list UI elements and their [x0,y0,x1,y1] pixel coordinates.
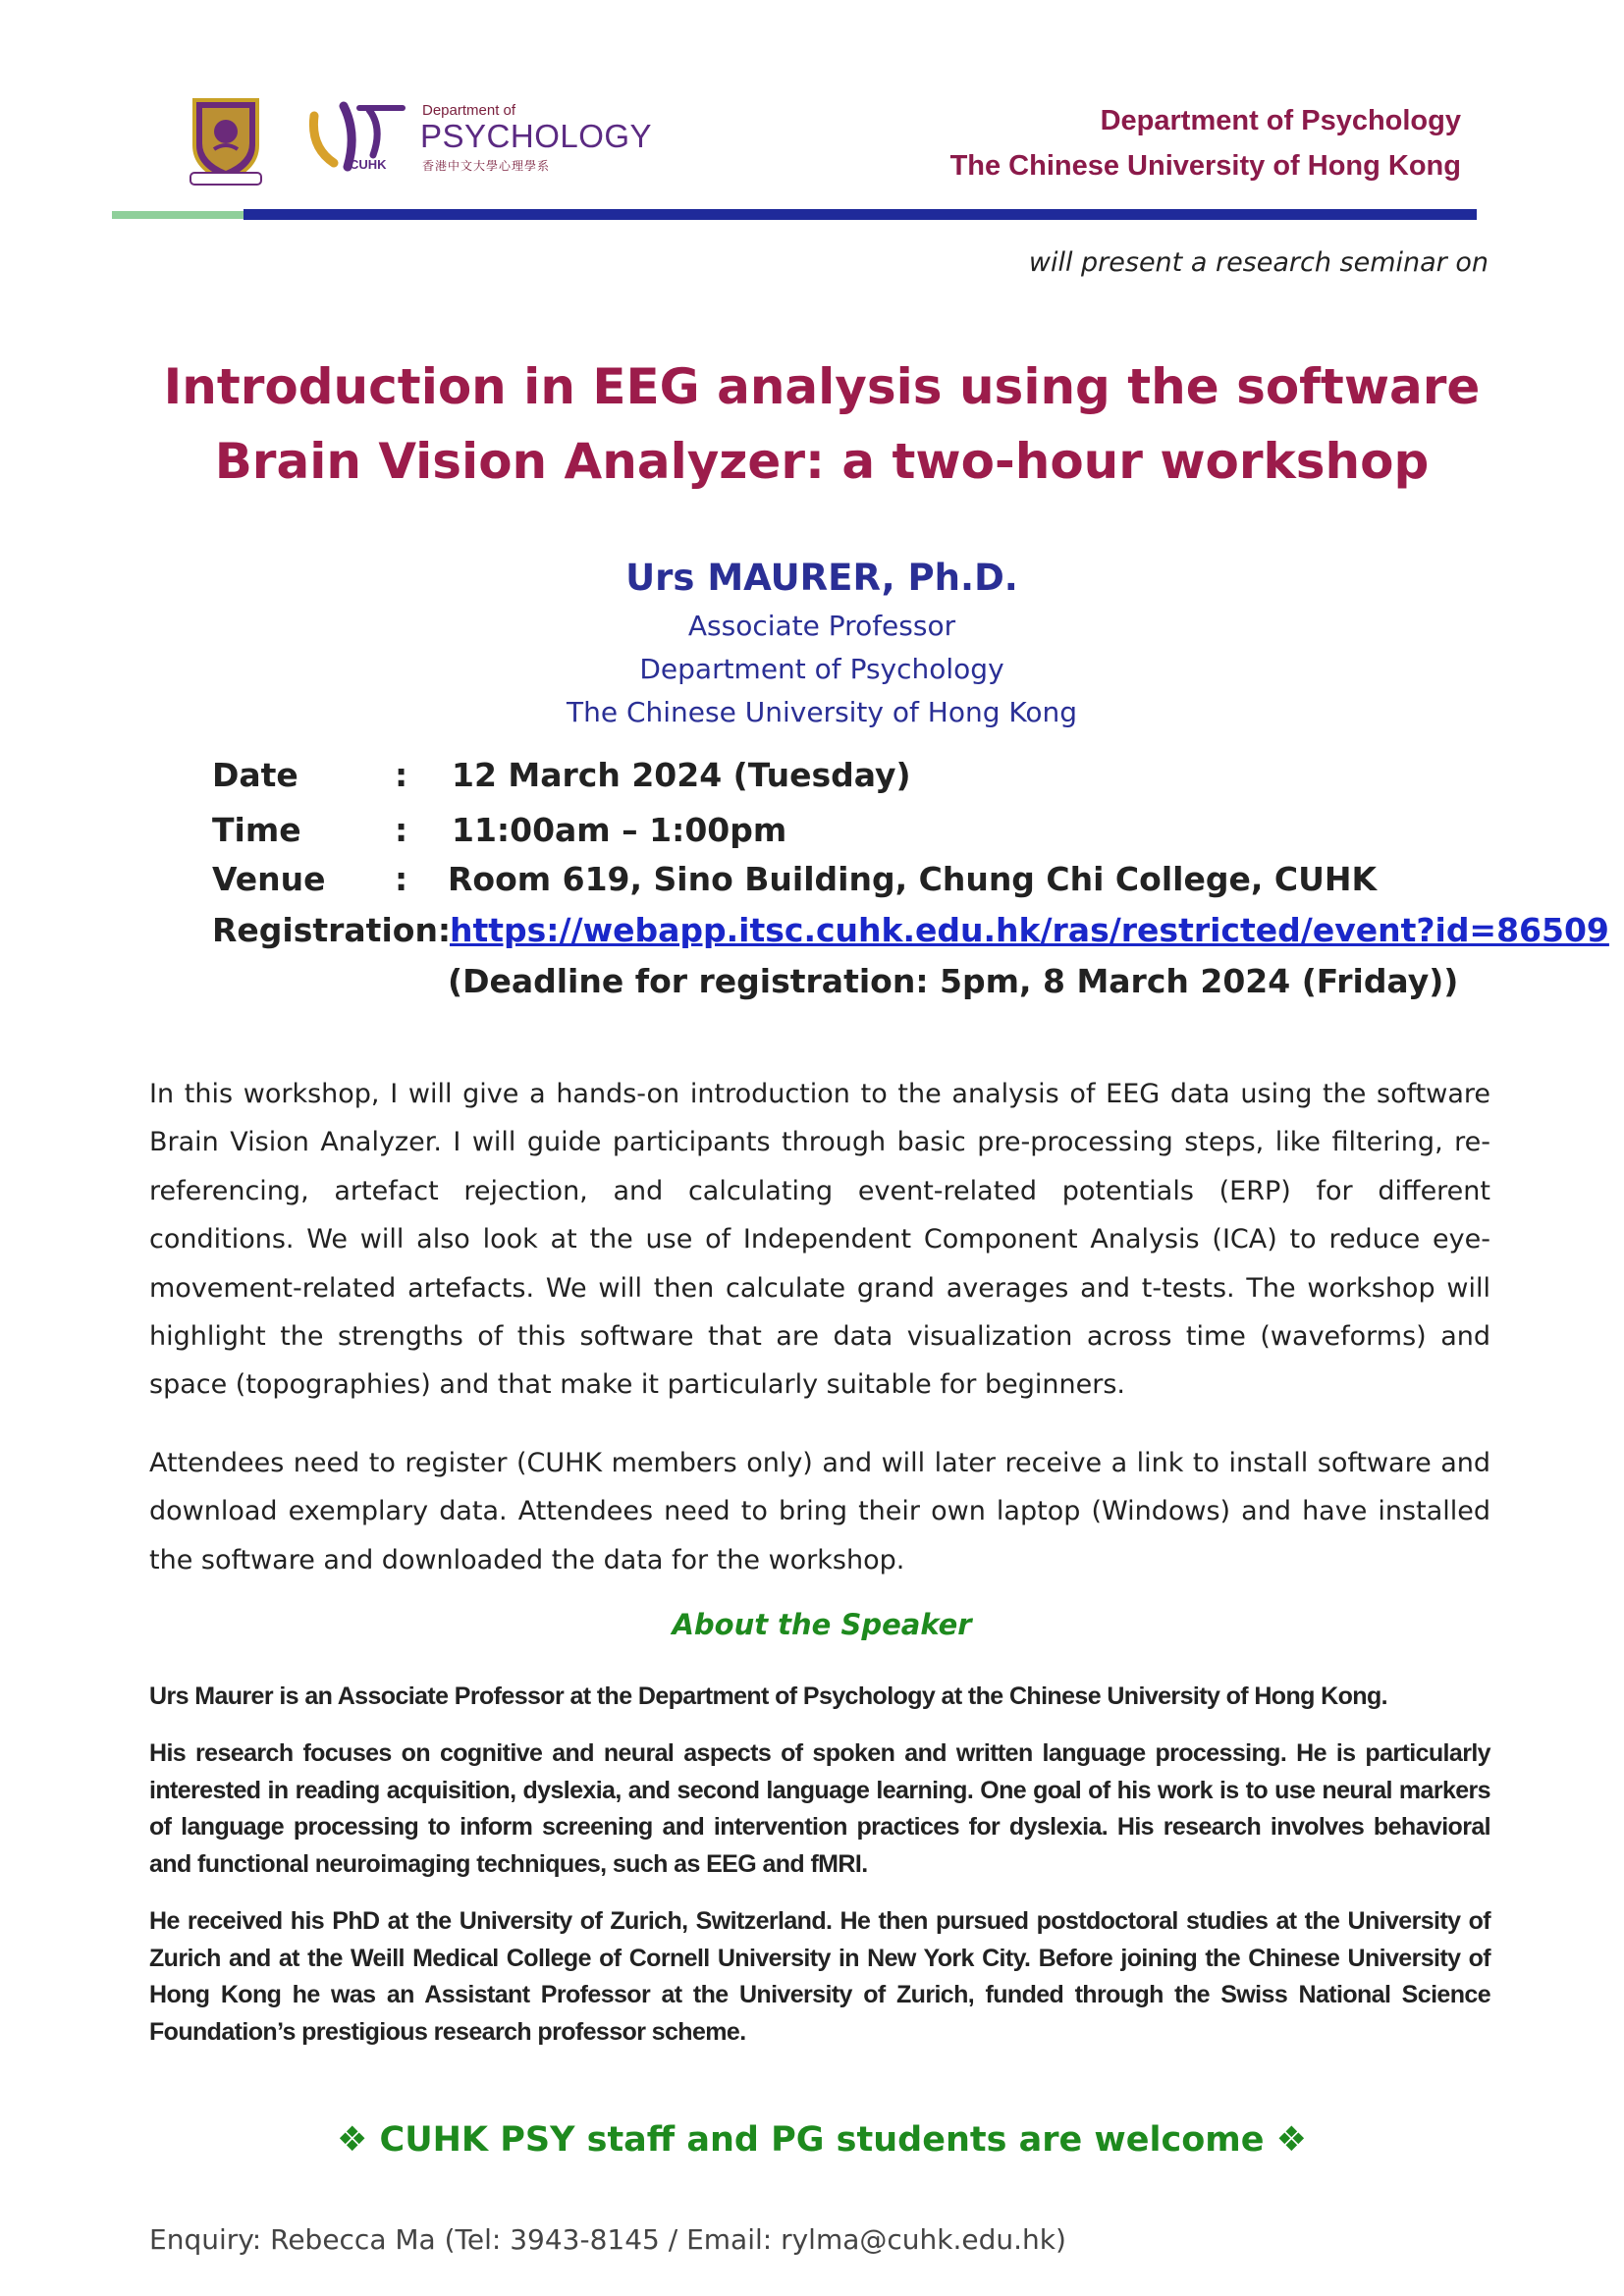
header-rule-green [112,211,244,219]
about-speaker-heading: About the Speaker [672,1608,972,1641]
time-colon: : [395,811,408,849]
workshop-description: In this workshop, I will give a hands-on introduction to the analysis of EEG data using the software Brain Vision Analyzer. I will guide participants through basic pre-processing steps, like filtering, re-referencing, artefact rejection, and calculating event-related potentials (ERP) for different conditions. We will also look at the use of Independent Component Analysis (ICA) to reduce eye-movement-related artefacts. We will then calculate grand averages and t-tests. The workshop will highlight the strengths of this software that are data visualization across time (waveforms) and space (topographies) and that make it particularly suitable for beginners. [149,1079,1490,1401]
speaker-bio-2: His research focuses on cognitive and neural aspects of spoken and written language processing. He is particularly interested in reading acquisition, dyslexia, and second language learning. One goal of his work is to use neural markers of language processing to inform screening and intervention practices for dyslexia. His research involves behavioral and functional neuroimaging techniques, such as EEG and fMRI. [149,1739,1490,1878]
registration-link[interactable]: https://webapp.itsc.cuhk.edu.hk/ras/restricted/event?id=86509 [450,911,1609,949]
venue-colon: : [395,860,408,898]
time-label: Time [212,811,301,849]
cuhk-crest-logo [187,94,265,188]
speaker-department: Department of Psychology [639,653,1004,685]
venue-label: Venue [212,860,326,898]
header-university: The Chinese University of Hong Kong [949,150,1461,182]
enquiry-contact: Enquiry: Rebecca Ma (Tel: 3943-8145 / Email: rylma@cuhk.edu.hk) [149,2223,1066,2256]
attendee-instructions: Attendees need to register (CUHK members only) and will later receive a link to install software and download exemplary data. Attendees need to bring their own laptop (Windows) and have installed the software and downloaded the data for the workshop. [149,1448,1490,1575]
seminar-title [137,349,1506,499]
speaker-bio-3: He received his PhD at the University of Zurich, Switzerland. He then pursued postdoctoral studies at the University of Zurich and at the Weill Medical College of Cornell University in New York City. Before joining the Chinese University of Hong Kong he was an Assistant Professor at the University of Zurich, funded through the Swiss National Science Foundation’s prestigious research professor scheme. [149,1907,1490,2046]
title-line-2: Brain Vision Analyzer: a two-hour workshop [214,433,1430,490]
header-institution [950,98,1461,188]
date-colon: : [395,756,408,794]
registration-deadline: (Deadline for registration: 5pm, 8 March 2024 (Friday)) [448,962,1459,1000]
date-label: Date [212,756,298,794]
time-value: 11:00am – 1:00pm [452,811,787,849]
speaker-position: Associate Professor [687,610,956,642]
logo-psychology-text: PSYCHOLOGY [420,118,653,154]
date-value: 12 March 2024 (Tuesday) [452,756,911,794]
speaker-name: Urs MAURER, Ph.D. [625,557,1018,599]
welcome-note: ❖ CUHK PSY staff and PG students are welcome ❖ [336,2120,1308,2160]
title-line-1: Introduction in EEG analysis using the software [163,358,1481,415]
intro-line: will present a research seminar on [1028,247,1489,278]
registration-label: Registration: [212,911,452,949]
logo-chinese-text: 香港中文大學心理學系 [422,159,551,173]
logo-dept-small-text: Department of [422,102,516,119]
speaker-bio-1: Urs Maurer is an Associate Professor at the Department of Psychology at the Chinese University of Hong Kong. [149,1682,1387,1710]
psychology-department-logo [300,98,653,181]
header-department: Department of Psychology [1100,105,1461,136]
speaker-block [137,552,1506,734]
logo-cuhk-text: CUHK [350,157,387,172]
header-rule-blue [244,209,1477,220]
speaker-university: The Chinese University of Hong Kong [567,696,1077,728]
venue-value: Room 619, Sino Building, Chung Chi College, CUHK [448,860,1378,898]
